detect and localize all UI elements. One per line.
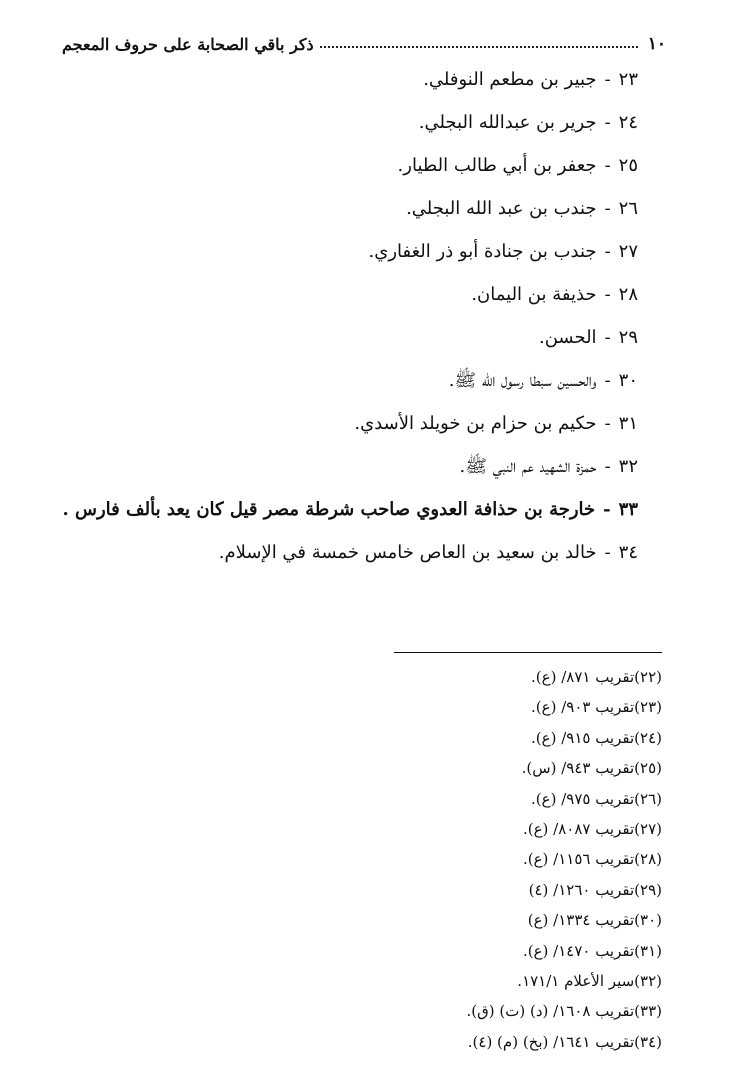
entry-number: ٢٦ (618, 198, 638, 219)
entry-text: حذيفة بن اليمان. (471, 284, 597, 305)
entry-text: جرير بن عبدالله البجلي. (418, 112, 597, 133)
entry-text: جبير بن مطعم النوفلي. (423, 69, 597, 90)
footnote: (٢٦)تقريب ٩٧٥/ (ع). (531, 789, 662, 808)
page-number: ١٠ (647, 34, 666, 54)
entry-text: حمزة الشهيد عم النبي ﷺ. (459, 456, 597, 477)
entry-number: ٢٩ (618, 327, 638, 348)
footnotes-list (300, 662, 662, 1057)
header-dot-leader (320, 46, 638, 48)
footnote: (٢٤)تقريب ٩١٥/ (ع). (531, 728, 662, 747)
list-item: ٣٣-خارجة بن حذافة العدوي صاحب شرطة مصر قيل كان يعد بألف فارس . (62, 499, 638, 520)
footnote: (٢٨)تقريب ١١٥٦/ (ع). (522, 850, 662, 869)
entry-text: جندب بن عبد الله البجلي. (406, 198, 597, 219)
footnote: (٢٩)تقريب ١٢٦٠/ (٤) (528, 880, 662, 899)
list-item: ٢٦-جندب بن عبد الله البجلي. (406, 198, 638, 219)
list-item: ٢٤-جرير بن عبدالله البجلي. (418, 112, 638, 133)
entry-number: ٢٨ (618, 284, 638, 305)
footnote-separator (394, 652, 662, 653)
entry-number: ٢٥ (618, 155, 638, 176)
footnote: (٣٠)تقريب ١٣٣٤/ (ع) (527, 911, 662, 930)
footnote: (٢٣)تقريب ٩٠٣/ (ع). (531, 698, 662, 717)
entry-text: الحسن. (538, 327, 597, 348)
list-item: ٢٥-جعفر بن أبي طالب الطيار. (397, 155, 638, 176)
footnote: (٢٢)تقريب ٨٧١/ (ع). (531, 668, 662, 686)
entry-number: ٢٤ (618, 112, 638, 133)
entry-text: والحسين سبطا رسول الله ﷺ. (448, 370, 597, 391)
footnote: (٣٢)سير الأعلام ١٧١/١. (517, 971, 662, 990)
footnote: (٣٣)تقريب ١٦٠٨/ (د) (ت) (ق). (466, 1002, 662, 1021)
list-item: ٣٤-خالد بن سعيد بن العاص خامس خمسة في الإسلام. (218, 542, 638, 563)
running-title: ذكر باقي الصحابة على حروف المعجم (62, 34, 314, 54)
list-item: ٢٧-جندب بن جنادة أبو ذر الغفاري. (368, 241, 638, 262)
list-item: ٢٣-جبير بن مطعم النوفلي. (423, 69, 638, 90)
footnote: (٣١)تقريب ١٤٧٠/ (ع). (522, 941, 662, 960)
entry-number: ٢٣ (618, 69, 638, 90)
entry-number: ٣٠ (618, 370, 638, 391)
entry-text: جعفر بن أبي طالب الطيار. (397, 155, 597, 176)
running-header (62, 30, 666, 58)
list-item: ٣٢-حمزة الشهيد عم النبي ﷺ. (459, 456, 638, 477)
entry-text: جندب بن جنادة أبو ذر الغفاري. (368, 241, 597, 262)
list-item: ٣١-حكيم بن حزام بن خويلد الأسدي. (354, 413, 638, 434)
entry-number: ٣٣ (618, 499, 638, 520)
entry-number: ٣٤ (618, 542, 638, 563)
list-item: ٢٨-حذيفة بن اليمان. (471, 284, 638, 305)
list-item: ٣٠-والحسين سبطا رسول الله ﷺ. (448, 370, 638, 391)
list-item: ٢٩-الحسن. (538, 327, 638, 348)
footnote: (٢٥)تقريب ٩٤٣/ (س). (521, 759, 662, 778)
entry-number: ٣١ (618, 413, 638, 434)
footnote: (٢٧)تقريب ٨٠٨٧/ (ع). (522, 819, 662, 838)
entry-text: حكيم بن حزام بن خويلد الأسدي. (354, 413, 597, 434)
entry-number: ٣٢ (618, 456, 638, 477)
entry-text: خارجة بن حذافة العدوي صاحب شرطة مصر قيل كان يعد بألف فارس . (62, 499, 596, 520)
entry-number: ٢٧ (618, 241, 638, 262)
entry-text: خالد بن سعيد بن العاص خامس خمسة في الإسلام. (218, 542, 597, 563)
companions-list (40, 58, 638, 574)
footnote: (٣٤)تقريب ١٦٤١/ (بخ) (م) (٤). (467, 1032, 662, 1051)
